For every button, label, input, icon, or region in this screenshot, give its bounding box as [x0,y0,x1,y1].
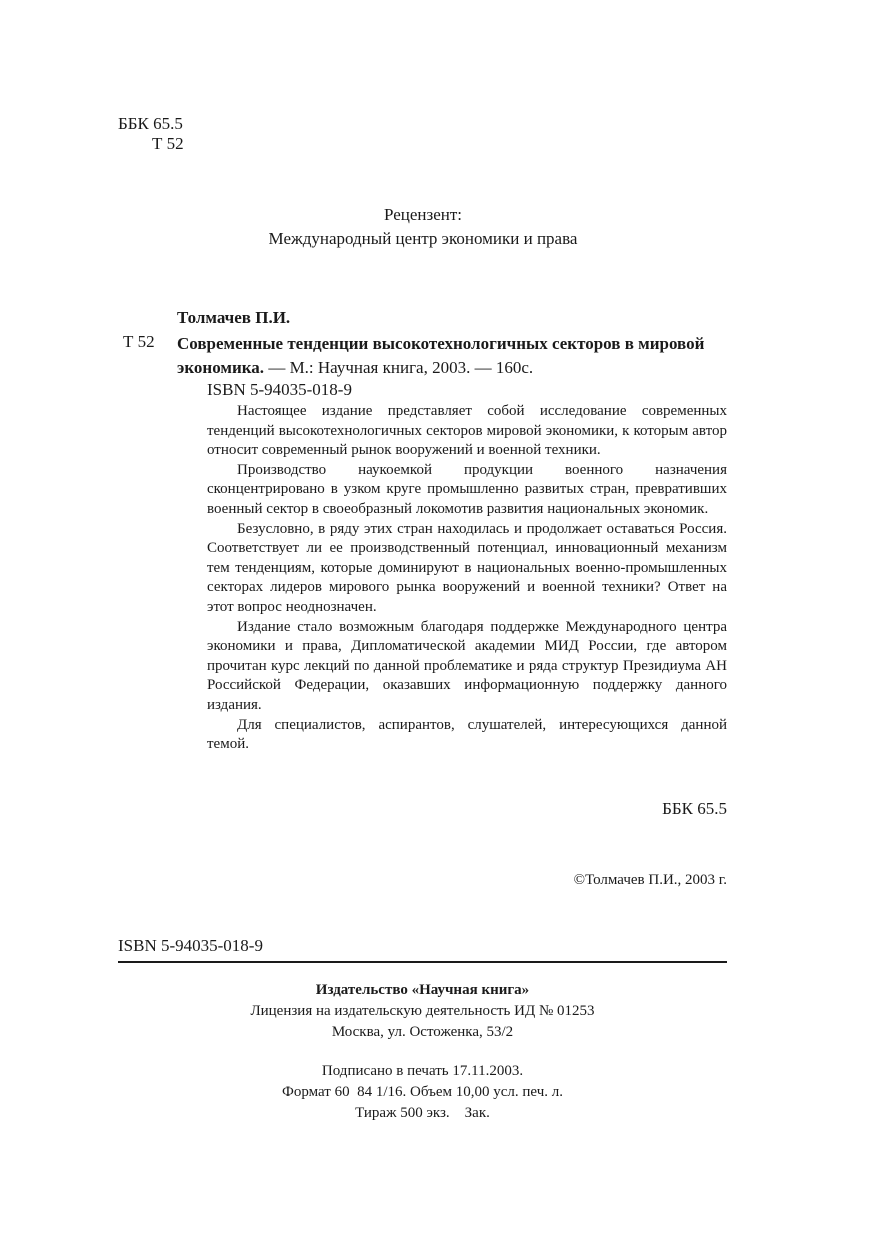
license: Лицензия на издательскую деятельность ИД № 01253 [250,1003,595,1019]
annotation-paragraph: Издание стало возможным благодаря поддержке Международного центра экономики и права, Дипломатической академии МИД России, где автором прочитан курс лекций по данной проблематике и ряда структур Президиума АН Российской Федерации, оказавших информационную поддержку данного издания. [207,618,727,713]
isbn-bottom: ISBN 5-94035-018-9 [118,936,263,955]
publisher: Издательство «Научная книга» [315,982,530,998]
annotation-paragraph: Производство наукоемкой продукции военного назначения сконцентрировано в узком круге промышленно развитых стран, превративших военный сектор в своеобразный локомотив развития национальных экономик. [207,461,727,517]
book-title [177,332,727,380]
imprint [118,980,727,1124]
address: Москва, ул. Остоженка, 53/2 [331,1024,514,1040]
annotation [207,402,727,755]
reviewer-label: Рецензент: [383,205,463,224]
annotation-paragraph: Безусловно, в ряду этих стран находилась и продолжает оставаться Россия. Соответствует ли ее производственный потенциал, инновационный механизм тем тенденциям, которые доминируют в национальных военно-промышленных секторах лидеров мирового рынка вооружений и военной техники? Ответ на этот вопрос неоднозначен. [207,520,727,615]
format: Формат 60 84 1/16. Объем 10,00 усл. печ. л. [282,1084,563,1100]
author-sign: Т 52 [152,134,184,153]
bbk-code: ББК 65.5 [118,114,183,133]
author-name: Толмачев П.И. [177,308,291,327]
annotation-paragraph: Для специалистов, аспирантов, слушателей, интересующихся данной темой. [207,716,727,753]
copyright: ©Толмачев П.И., 2003 г. [573,872,727,888]
signed-date: Подписано в печать 17.11.2003. [321,1063,524,1079]
bbk-classification [118,114,184,154]
reviewer-block [0,203,846,251]
reviewer-name: Международный центр экономики и права [268,229,578,248]
annotation-paragraph: Настоящее издание представляет собой исследование современных тенденций высокотехнологичных секторов мировой экономики, к которым автор относит современный рынок вооружений и военной техники. [207,403,727,459]
title-bold: Современные тенденции высокотехнологичных секторов в мировой экономика. [177,334,705,377]
print-run: Тираж 500 экз. Зак. [355,1105,490,1121]
divider [118,961,727,963]
bbk-code-right: ББК 65.5 [662,799,727,818]
author-sign-margin: Т 52 [123,332,155,351]
title-imprint: — М.: Научная книга, 2003. — 160с. [264,358,534,377]
isbn: ISBN 5-94035-018-9 [207,380,352,399]
